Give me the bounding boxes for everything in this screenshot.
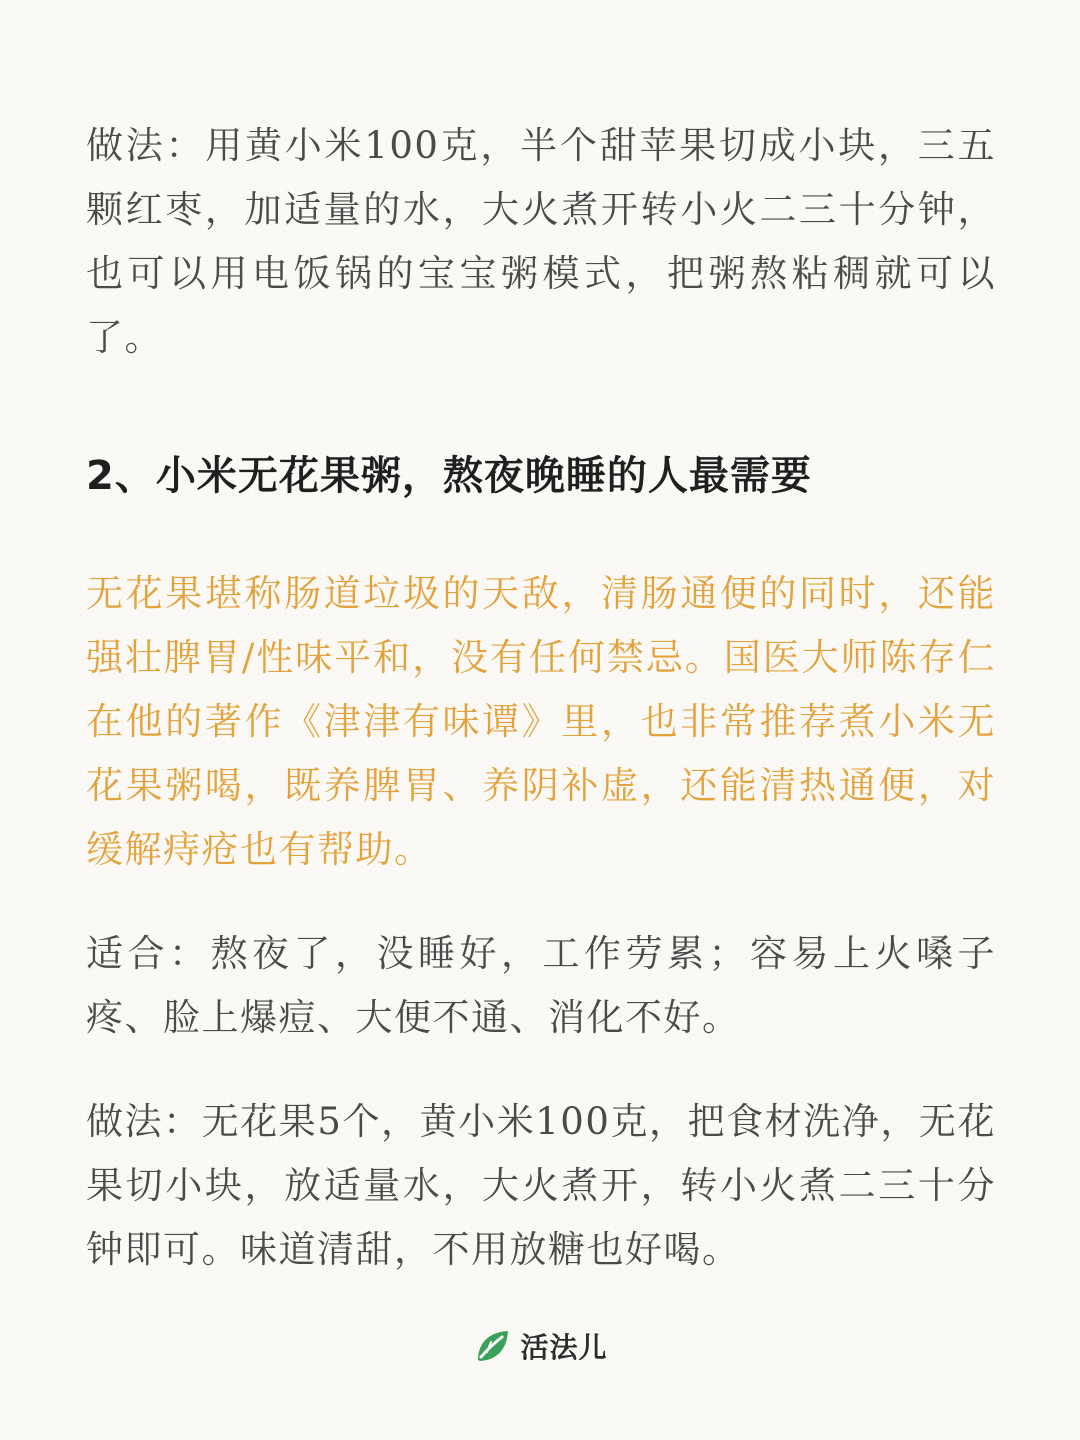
- section2-suitable-paragraph: 适合：熬夜了，没睡好，工作劳累；容易上火嗓子疼、脸上爆痘、大便不通、消化不好。: [86, 932, 996, 1039]
- brand-name: 活法儿: [520, 1331, 608, 1364]
- section2-method-paragraph: 做法：无花果5个，黄小米100克，把食材洗净，无花果切小块，放适量水，大火煮开，转小火煮二三十分钟即可。味道清甜，不用放糖也好喝。: [86, 1100, 996, 1271]
- section2-heading: 2、小米无花果粥，熬夜晚睡的人最需要: [86, 453, 812, 499]
- leaf-logo-icon: [472, 1326, 512, 1366]
- brand-footer: [0, 1326, 1080, 1366]
- section2-intro-paragraph: 无花果堪称肠道垃圾的天敌，清肠通便的同时，还能强壮脾胃/性味平和，没有任何禁忌。国医大师陈存仁在他的著作《津津有味谭》里，也非常推荐煮小米无花果粥喝，既养脾胃、养阴补虚，还能清热通便，对缓解痔疮也有帮助。: [86, 572, 996, 871]
- recipe1-method-paragraph: 做法：用黄小米100克，半个甜苹果切成小块，三五颗红枣，加适量的水，大火煮开转小火二三十分钟，也可以用电饭锅的宝宝粥模式，把粥熬粘稠就可以了。: [86, 124, 996, 359]
